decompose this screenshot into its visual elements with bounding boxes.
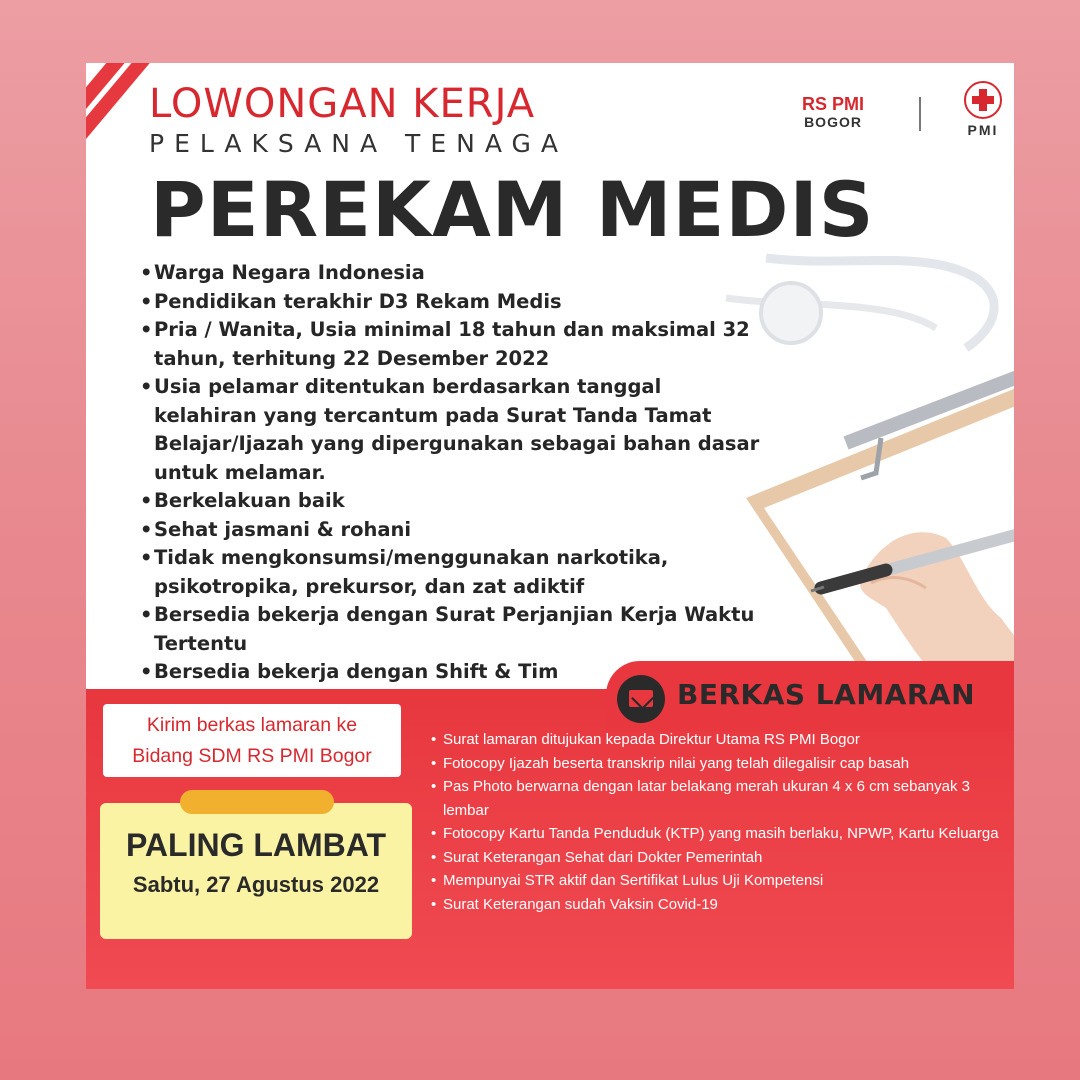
logo-divider [919, 97, 921, 131]
submit-instruction [103, 704, 401, 777]
berkas-title: BERKAS LAMARAN [677, 678, 976, 711]
headline-lowongan: LOWONGAN KERJA [149, 81, 536, 127]
requirement-item: • Warga Negara Indonesia [140, 259, 760, 288]
berkas-item: • Fotocopy Kartu Tanda Penduduk (KTP) yang masih berlaku, NPWP, Kartu Keluarga [431, 822, 1001, 846]
pmi-logo-text: PMI [967, 122, 999, 138]
rs-pmi-bogor-logo [802, 95, 864, 129]
berkas-list [431, 728, 1001, 916]
headline-pelaksana: PELAKSANA TENAGA [149, 129, 568, 158]
deadline-date: Sabtu, 27 Agustus 2022 [132, 872, 380, 897]
berkas-item: • Fotocopy Ijazah beserta transkrip nilai yang telah dilegalisir cap basah [431, 752, 1001, 776]
berkas-item: • Surat Keterangan Sehat dari Dokter Pemerintah [431, 846, 1001, 870]
requirement-item: • Sehat jasmani & rohani [140, 516, 760, 545]
deadline-box [100, 803, 412, 939]
berkas-item: • Surat lamaran ditujukan kepada Direktur Utama RS PMI Bogor [431, 728, 1001, 752]
logo-rs-line2: BOGOR [804, 114, 862, 130]
submit-line1: Kirim berkas lamaran ke [146, 714, 358, 736]
job-poster [86, 63, 1014, 989]
deadline-pill [180, 790, 334, 814]
headline-position: PEREKAM MEDIS [150, 165, 875, 254]
deadline-label: PALING LAMBAT [125, 827, 387, 863]
berkas-item: • Surat Keterangan sudah Vaksin Covid-19 [431, 893, 1001, 917]
requirement-item: • Usia pelamar ditentukan berdasarkan tanggal kelahiran yang tercantum pada Surat Tanda Tamat Belajar/Ijazah yang dipergunakan sebagai bahan dasar untuk melamar. [140, 373, 760, 487]
requirement-item: • Bersedia bekerja dengan Shift & Tim [140, 658, 760, 687]
requirement-item: • Bersedia bekerja dengan Surat Perjanjian Kerja Waktu Tertentu [140, 601, 760, 658]
pmi-logo [959, 81, 1007, 138]
requirement-item: • Berkelakuan baik [140, 487, 760, 516]
berkas-item: • Mempunyai STR aktif dan Sertifikat Lulus Uji Kompetensi [431, 869, 1001, 893]
logo-rs-line1: RS PMI [802, 94, 865, 114]
submit-line2: Bidang SDM RS PMI Bogor [132, 745, 372, 767]
requirement-item: • Pendidikan terakhir D3 Rekam Medis [140, 288, 760, 317]
requirement-item: • Tidak mengkonsumsi/menggunakan narkotika, psikotropika, prekursor, dan zat adiktif [140, 544, 760, 601]
corner-stripes [86, 63, 156, 158]
berkas-item: • Pas Photo berwarna dengan latar belakang merah ukuran 4 x 6 cm sebanyak 3 lembar [431, 775, 1001, 822]
red-cross-logo-icon [964, 81, 1002, 119]
mail-icon [617, 675, 665, 723]
requirement-item: • Pria / Wanita, Usia minimal 18 tahun dan maksimal 32 tahun, terhitung 22 Desember 2022 [140, 316, 760, 373]
requirements-list [140, 259, 760, 687]
